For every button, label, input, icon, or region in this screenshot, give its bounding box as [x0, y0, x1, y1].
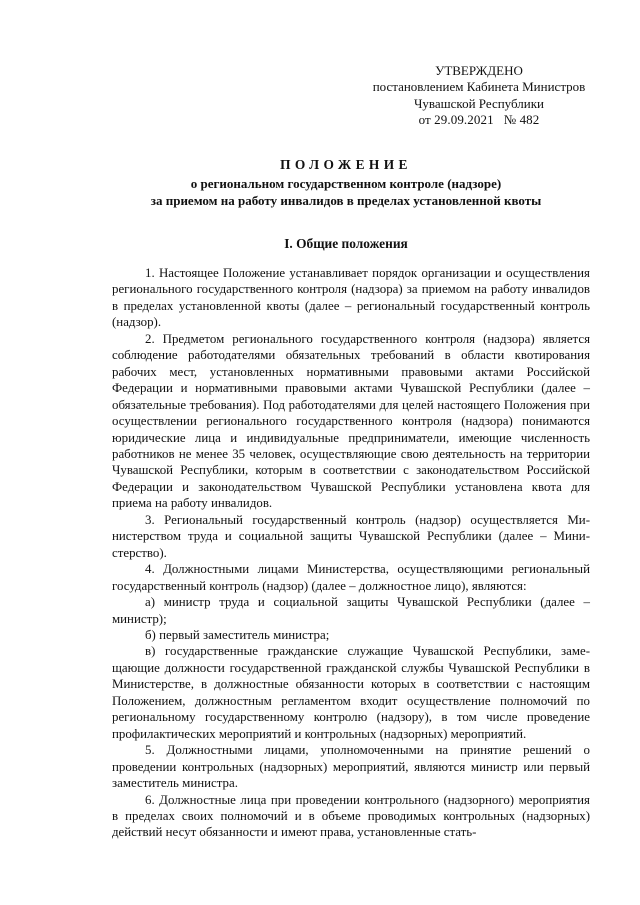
section-heading: I. Общие положения [284, 236, 408, 251]
approval-label: УТВЕРЖДЕНО [435, 63, 523, 78]
approval-stamp [344, 63, 614, 129]
paragraph-6: 6. Должностные лица при проведении контрольного (надзорного) мероприятия в пределах своих полномочий и в объеме проводимых контрольных (надзорных) действий несут обязанности и имеют права, установленные стать- [112, 792, 590, 840]
subtitle-line-2: за приемом на работу инвалидов в пределах установленной квоты [150, 193, 542, 208]
approval-line-2: Чувашской Республики [413, 95, 545, 111]
document-title: ПОЛОЖЕНИЕ [280, 157, 412, 172]
paragraph-3: 3. Региональный государственный контроль (надзор) осуществляется Министерством труда и социальной защиты Чувашской Республики (далее – Министерство). [112, 512, 590, 560]
paragraph-4b: б) первый заместитель министра; [145, 627, 330, 642]
paragraph-1: 1. Настоящее Положение устанавливает порядок организации и осуществления регионального государственного контроля (надзора) за приемом на работу инвалидов в пределах установленной квоты (далее – региональный государственный контроль (надзор). [112, 266, 590, 330]
approval-line-1: постановлением Кабинета Министров [372, 79, 586, 95]
document-subtitle [96, 175, 596, 209]
paragraph-4a: а) министр труда и социальной защиты Чувашской Республики (далее – министр); [112, 595, 590, 626]
paragraph-4c: в) государственные гражданские служащие Чувашской Республики, замещающие должности государственной гражданской службы Чувашской Республики в Министерстве, в должностные обязанности которых в соответствии с настоящим Положением, должностным регламентом входит осуществление полномочий по региональному государственному контролю (надзору), в том числе проведение профилактических мероприятий и контрольных (надзорных) мероприятий. [112, 644, 590, 741]
document-body [112, 265, 590, 841]
paragraph-5: 5. Должностными лицами, уполномоченными на принятие решений о проведении контрольных (надзорных) мероприятий, являются министр или первый заместитель министра. [112, 743, 590, 791]
subtitle-line-1: о региональном государственном контроле (надзоре) [190, 176, 502, 191]
approval-date-line: от 29.09.2021 № 482 [418, 112, 540, 128]
paragraph-2: 2. Предметом регионального государственного контроля (надзора) является соблюдение работодателями обязательных требований в области квотирования рабочих мест, установленных нормативными правовыми актами Российской Федерации и нормативными правовыми актами Чувашской Республики (далее – обязательные требования). Под работодателями для целей настоящего Положения при осуществлении регионального государственного контроля (надзора) понимаются юридические лица и индивидуальные предприниматели, имеющие численность работников не менее 35 человек, осуществляющие свою деятельность на территории Чувашской Республики, которым в соответствии с законодательством Российской Федерации и законодательством Чувашской Республики установлена квота для приема на работу инвалидов. [112, 331, 590, 511]
paragraph-4: 4. Должностными лицами Министерства, осуществляющими региональный государственный контроль (надзор) (далее – должностное лицо), являются: [112, 562, 590, 593]
